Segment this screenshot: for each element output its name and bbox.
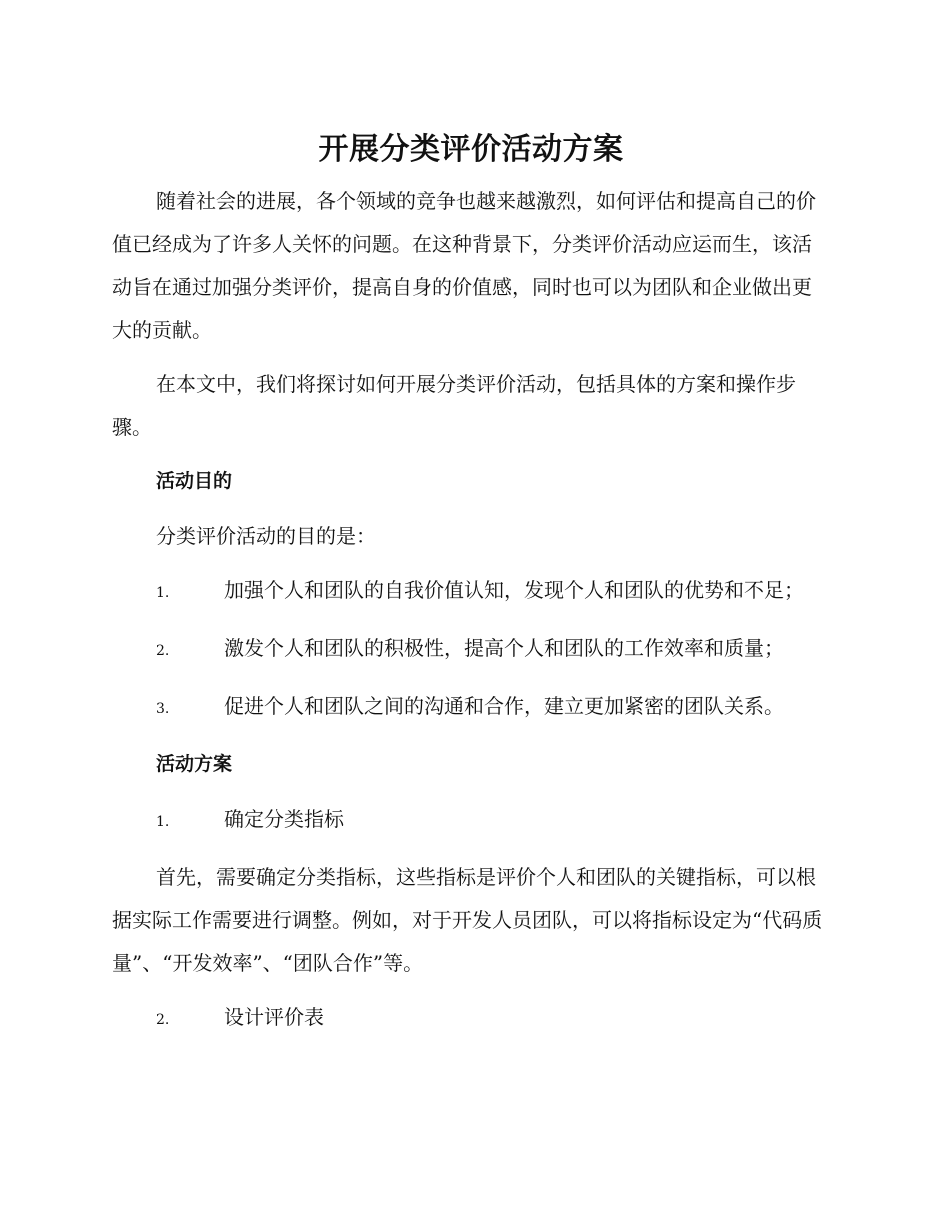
list-item [112,685,830,731]
list-item-number: 3. [156,701,170,717]
document-title: 开展分类评价活动方案 [318,132,624,167]
list-item [112,569,830,615]
list-item [112,627,830,673]
section-heading-plan: 活动方案 [156,753,233,775]
list-item-number: 1. [156,585,170,601]
intro-paragraph: 在本文中，我们将探讨如何开展分类评价活动，包括具体的方案和操作步骤。 [112,372,796,439]
step-number: 1. [156,814,170,830]
list-item-text: 激发个人和团队的积极性，提高个人和团队的工作效率和质量； [224,636,784,660]
step-title: 确定分类指标 [224,807,344,831]
section-heading-purpose: 活动目的 [156,470,233,492]
list-item-number: 2. [156,643,170,659]
intro-paragraph: 随着社会的进展，各个领域的竞争也越来越激烈，如何评估和提高自己的价值已经成为了许多人关怀的问题。在这种背景下，分类评价活动应运而生，该活动旨在通过加强分类评价，提高自身的价值感，同时也可以为团队和企业做出更大的贡献。 [112,189,816,342]
list-item-text: 促进个人和团队之间的沟通和合作，建立更加紧密的团队关系。 [224,694,784,718]
step-title: 设计评价表 [224,1005,324,1029]
step-item [112,996,830,1042]
step-body-paragraph: 首先，需要确定分类指标，这些指标是评价个人和团队的关键指标，可以根据实际工作需要进行调整。例如，对于开发人员团队，可以将指标设定为“代码质量”、“开发效率”、“团队合作”等。 [112,865,823,975]
document-body [112,128,830,1054]
purpose-lead: 分类评价活动的目的是： [156,524,376,548]
list-item-text: 加强个人和团队的自我价值认知，发现个人和团队的优势和不足； [224,578,804,602]
step-item [112,798,830,844]
step-number: 2. [156,1012,170,1028]
